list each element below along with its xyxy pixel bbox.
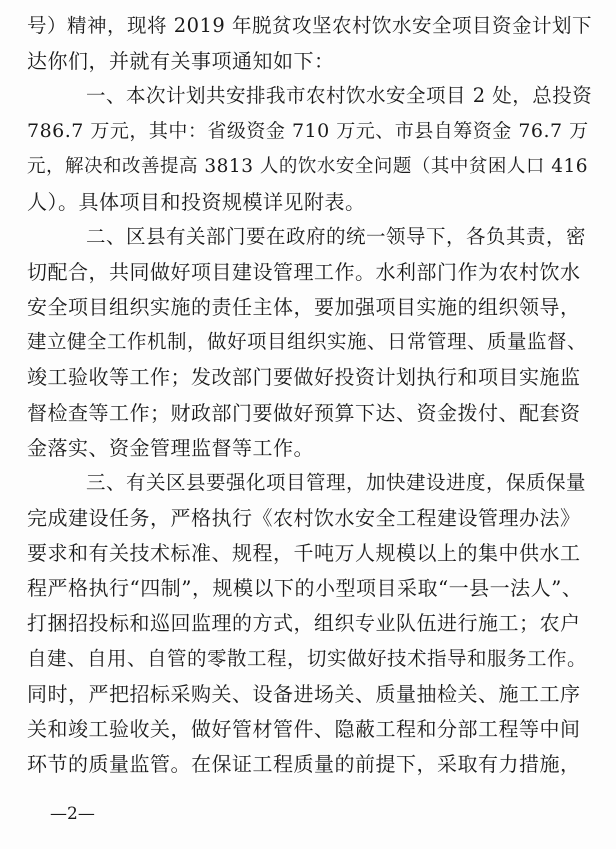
- text-line: 号）精神，现将 2019 年脱贫攻坚农村饮水安全项目资金计划下: [27, 14, 593, 37]
- text-line: 环节的质量监管。在保证工程质量的前提下，采取有力措施，: [27, 752, 581, 776]
- text-line: 安全项目组织实施的责任主体，要加强项目实施的组织领导，: [27, 295, 581, 319]
- text-line: 达你们，并就有关事项通知如下：: [27, 49, 335, 73]
- page-number: —2—: [50, 804, 95, 824]
- text-line: 二、区县有关部门要在政府的统一领导下，各负其责，密: [86, 225, 587, 248]
- text-line: 关和竣工验收关，做好管材管件、隐蔽工程和分部工程等中间: [27, 717, 581, 741]
- text-line: 督检查等工作；财政部门要做好预算下达、资金拨付、配套资: [27, 401, 581, 425]
- text-line: 程严格执行“四制”，规模以下的小型项目采取“一县一法人”、: [27, 576, 583, 600]
- text-line: 竣工验收等工作；发改部门要做好投资计划执行和项目实施监: [27, 365, 581, 389]
- text-line: 建立健全工作机制，做好项目组织实施、日常管理、质量监督、: [27, 330, 588, 353]
- text-line: 元，解决和改善提高 3813 人的饮水安全问题（其中贫困人口 416: [27, 156, 589, 177]
- text-line: 786.7 万元，其中：省级资金 710 万元、市县自筹资金 76.7 万: [27, 120, 589, 142]
- text-line: 一、本次计划共安排我市农村饮水安全项目 2 处，总投资: [86, 84, 593, 107]
- text-line: 同时，严把招标采购关、设备进场关、质量抽检关、施工工序: [27, 682, 581, 706]
- text-line: 自建、自用、自管的零散工程，切实做好技术指导和服务工作。: [27, 647, 588, 670]
- text-line: 金落实、资金管理监督等工作。: [27, 436, 314, 460]
- text-line: 人）。具体项目和投资规模详见附表。: [27, 190, 366, 214]
- text-line: 完成建设任务，严格执行《农村饮水安全工程建设管理办法》: [27, 506, 581, 530]
- text-line: 三、有关区县要强化项目管理，加快建设进度，保质保量: [86, 471, 587, 494]
- text-line: 要求和有关技术标准、规程，千吨万人规模以上的集中供水工: [27, 541, 581, 565]
- text-line: 切配合，共同做好项目建设管理工作。水利部门作为农村饮水: [27, 260, 581, 284]
- text-line: 打捆招投标和巡回监理的方式，组织专业队伍进行施工；农户: [27, 611, 581, 635]
